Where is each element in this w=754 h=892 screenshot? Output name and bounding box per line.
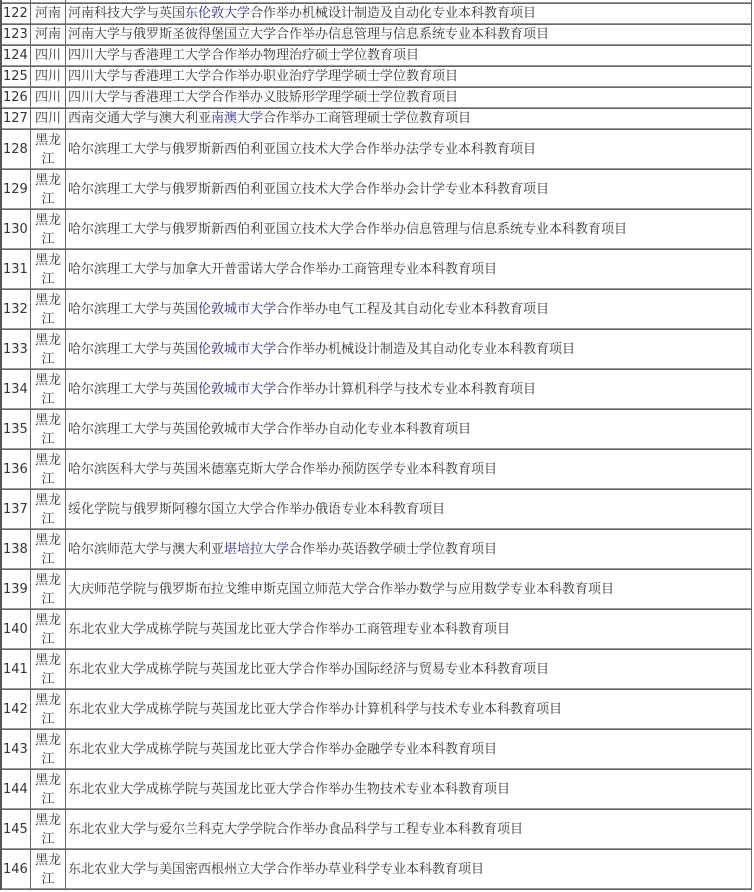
description-text: 四川大学与香港理工大学合作举办职业治疗学理学硕士学位教育项目 [68, 69, 459, 84]
cell-description [66, 109, 752, 130]
table-row [2, 450, 752, 490]
description-text: 东北农业大学成栋学院与英国龙比亚大学合作举办金融学专业本科教育项目 [68, 741, 498, 757]
description-text: 东北农业大学与爱尔兰科克大学学院合作举办食品科学与工程专业本科教育项目 [68, 821, 524, 837]
cell-province [31, 88, 66, 109]
cell-province [31, 490, 66, 530]
cell-province [31, 109, 66, 130]
cell-description [66, 650, 752, 690]
province-text: 黑龙江 [34, 732, 61, 767]
province-text: 黑龙江 [34, 772, 61, 807]
cell-number: 127 [2, 109, 31, 130]
cell-description [66, 370, 752, 410]
university-link[interactable]: 东伦敦大学 [185, 6, 251, 21]
description-text: 东北农业大学成栋学院与英国龙比亚大学合作举办计算机科学与技术专业本科教育项目 [68, 701, 563, 717]
description-text: 哈尔滨医科大学与英国米德塞克斯大学合作举办预防医学专业本科教育项目 [68, 461, 498, 477]
description-text: 大庆师范学院与俄罗斯布拉戈维申斯克国立师范大学合作举办数学与应用数学专业本科教育项目 [68, 581, 615, 597]
cell-description [66, 530, 752, 570]
cell-number: 124 [2, 46, 31, 67]
cell-description [66, 570, 752, 610]
cell-number: 134 [2, 370, 31, 410]
cell-number: 135 [2, 410, 31, 450]
university-link[interactable]: 伦敦城市大学 [198, 301, 277, 317]
cell-number: 129 [2, 170, 31, 210]
cell-number: 136 [2, 450, 31, 490]
cell-description [66, 490, 752, 530]
cell-province [31, 290, 66, 330]
table-row [2, 490, 752, 530]
cell-description [66, 130, 752, 170]
cell-province [31, 450, 66, 490]
province-text: 黑龙江 [34, 492, 61, 527]
table-row [2, 210, 752, 250]
table-row [2, 410, 752, 450]
cell-province [31, 770, 66, 810]
table-row [2, 46, 752, 67]
cell-province [31, 410, 66, 450]
cell-description [66, 850, 752, 890]
cell-number: 141 [2, 650, 31, 690]
cell-province [31, 330, 66, 370]
description-text: 东北农业大学成栋学院与英国龙比亚大学合作举办生物技术专业本科教育项目 [68, 781, 511, 797]
province-text: 黑龙江 [34, 532, 61, 567]
province-text: 黑龙江 [34, 852, 61, 887]
table-row [2, 67, 752, 88]
description-text: 哈尔滨理工大学与英国 [68, 381, 199, 397]
table-row [2, 109, 752, 130]
cell-province [31, 370, 66, 410]
province-text: 黑龙江 [34, 412, 61, 447]
cell-province [31, 570, 66, 610]
table-row [2, 690, 752, 730]
cell-number: 130 [2, 210, 31, 250]
cell-number: 125 [2, 67, 31, 88]
table-row [2, 250, 752, 290]
cell-description [66, 770, 752, 810]
table-row [2, 770, 752, 810]
description-text: 哈尔滨理工大学与俄罗斯新西伯利亚国立技术大学合作举办法学专业本科教育项目 [68, 141, 537, 157]
cell-number: 139 [2, 570, 31, 610]
cell-number: 128 [2, 130, 31, 170]
cell-description [66, 690, 752, 730]
description-text: 哈尔滨理工大学与俄罗斯新西伯利亚国立技术大学合作举办信息管理与信息系统专业本科教育项目 [68, 221, 628, 237]
cell-number: 146 [2, 850, 31, 890]
province-text: 黑龙江 [34, 612, 61, 647]
description-text-cont: 合作举办计算机科学与技术专业本科教育项目 [276, 381, 537, 397]
cell-province [31, 530, 66, 570]
cell-number: 138 [2, 530, 31, 570]
description-text-cont: 合作举办电气工程及其自动化专业本科教育项目 [276, 301, 550, 317]
province-text: 黑龙江 [34, 252, 61, 287]
description-text: 四川大学与香港理工大学合作举办物理治疗硕士学位教育项目 [68, 48, 420, 63]
cell-province [31, 46, 66, 67]
description-text: 哈尔滨师范大学与澳大利亚 [68, 541, 225, 557]
province-text: 黑龙江 [34, 572, 61, 607]
description-text-cont: 合作举办工商管理硕士学位教育项目 [263, 111, 472, 126]
table-row [2, 88, 752, 109]
cell-number: 145 [2, 810, 31, 850]
description-text: 西南交通大学与澳大利亚 [68, 111, 212, 126]
cell-number: 131 [2, 250, 31, 290]
province-text: 黑龙江 [34, 172, 61, 207]
table-row [2, 130, 752, 170]
cell-description [66, 410, 752, 450]
cell-province [31, 810, 66, 850]
description-text: 哈尔滨理工大学与英国 [68, 301, 199, 317]
table-row [2, 730, 752, 770]
cell-number: 143 [2, 730, 31, 770]
table-row [2, 370, 752, 410]
province-text: 黑龙江 [34, 292, 61, 327]
table-row [2, 570, 752, 610]
cell-number: 122 [2, 4, 31, 25]
cell-number: 126 [2, 88, 31, 109]
cell-number: 123 [2, 25, 31, 46]
description-text: 河南科技大学与英国 [68, 6, 186, 21]
cell-description [66, 170, 752, 210]
table-row [2, 290, 752, 330]
province-text: 河南 [34, 27, 61, 42]
province-text: 黑龙江 [34, 132, 61, 167]
table-row [2, 810, 752, 850]
cell-description [66, 290, 752, 330]
cell-description [66, 4, 752, 25]
cell-province [31, 690, 66, 730]
table-row [2, 4, 752, 25]
cell-number: 140 [2, 610, 31, 650]
cell-description [66, 46, 752, 67]
cell-province [31, 610, 66, 650]
cell-description [66, 810, 752, 850]
cell-province [31, 130, 66, 170]
cell-description [66, 67, 752, 88]
description-text: 四川大学与香港理工大学合作举办义肢矫形学理学硕士学位教育项目 [68, 90, 459, 105]
table-row [2, 530, 752, 570]
province-text: 河南 [34, 6, 61, 21]
description-text-cont: 合作举办英语教学硕士学位教育项目 [289, 541, 498, 557]
cell-description [66, 25, 752, 46]
description-text: 东北农业大学与美国密西根州立大学合作举办草业科学专业本科教育项目 [68, 861, 485, 877]
cell-description [66, 450, 752, 490]
table-row [2, 850, 752, 890]
cell-number: 142 [2, 690, 31, 730]
cell-number: 144 [2, 770, 31, 810]
cell-province [31, 67, 66, 88]
description-text-cont: 合作举办机械设计制造及自动化专业本科教育项目 [250, 6, 537, 21]
university-link[interactable]: 伦敦城市大学 [198, 381, 277, 397]
cell-description [66, 610, 752, 650]
description-text: 哈尔滨理工大学与俄罗斯新西伯利亚国立技术大学合作举办会计学专业本科教育项目 [68, 181, 550, 197]
description-text: 东北农业大学成栋学院与英国龙比亚大学合作举办工商管理专业本科教育项目 [68, 621, 511, 637]
table-row [2, 170, 752, 210]
cell-description [66, 330, 752, 370]
cell-description [66, 730, 752, 770]
cell-province [31, 250, 66, 290]
cell-number: 137 [2, 490, 31, 530]
province-text: 黑龙江 [34, 452, 61, 487]
table-row [2, 330, 752, 370]
cell-province [31, 25, 66, 46]
description-text: 绥化学院与俄罗斯阿穆尔国立大学合作举办俄语专业本科教育项目 [68, 501, 446, 517]
table-row [2, 610, 752, 650]
university-link[interactable]: 伦敦城市大学 [198, 341, 277, 357]
province-text: 黑龙江 [34, 652, 61, 687]
description-text: 东北农业大学成栋学院与英国龙比亚大学合作举办国际经济与贸易专业本科教育项目 [68, 661, 550, 677]
university-link[interactable]: 南澳大学 [211, 111, 264, 126]
cell-province [31, 850, 66, 890]
description-text: 哈尔滨理工大学与英国伦敦城市大学合作举办自动化专业本科教育项目 [68, 421, 472, 437]
cell-description [66, 210, 752, 250]
cell-province [31, 170, 66, 210]
cell-number: 133 [2, 330, 31, 370]
cell-province [31, 4, 66, 25]
cell-description [66, 88, 752, 109]
table-row [2, 25, 752, 46]
province-text: 四川 [34, 90, 61, 105]
table-row [2, 650, 752, 690]
description-text: 哈尔滨理工大学与加拿大开普雷诺大学合作举办工商管理专业本科教育项目 [68, 261, 498, 277]
province-text: 黑龙江 [34, 212, 61, 247]
province-text: 黑龙江 [34, 372, 61, 407]
province-text: 黑龙江 [34, 692, 61, 727]
province-text: 四川 [34, 111, 61, 126]
cell-province [31, 210, 66, 250]
description-text: 哈尔滨理工大学与英国 [68, 341, 199, 357]
cell-number: 132 [2, 290, 31, 330]
province-text: 黑龙江 [34, 332, 61, 367]
cell-province [31, 730, 66, 770]
description-text: 河南大学与俄罗斯圣彼得堡国立大学合作举办信息管理与信息系统专业本科教育项目 [68, 27, 550, 42]
province-text: 四川 [34, 69, 61, 84]
province-text: 黑龙江 [34, 812, 61, 847]
cell-description [66, 250, 752, 290]
description-text-cont: 合作举办机械设计制造及其自动化专业本科教育项目 [276, 341, 576, 357]
cell-province [31, 650, 66, 690]
province-text: 四川 [34, 48, 61, 63]
university-link[interactable]: 堪培拉大学 [224, 541, 290, 557]
